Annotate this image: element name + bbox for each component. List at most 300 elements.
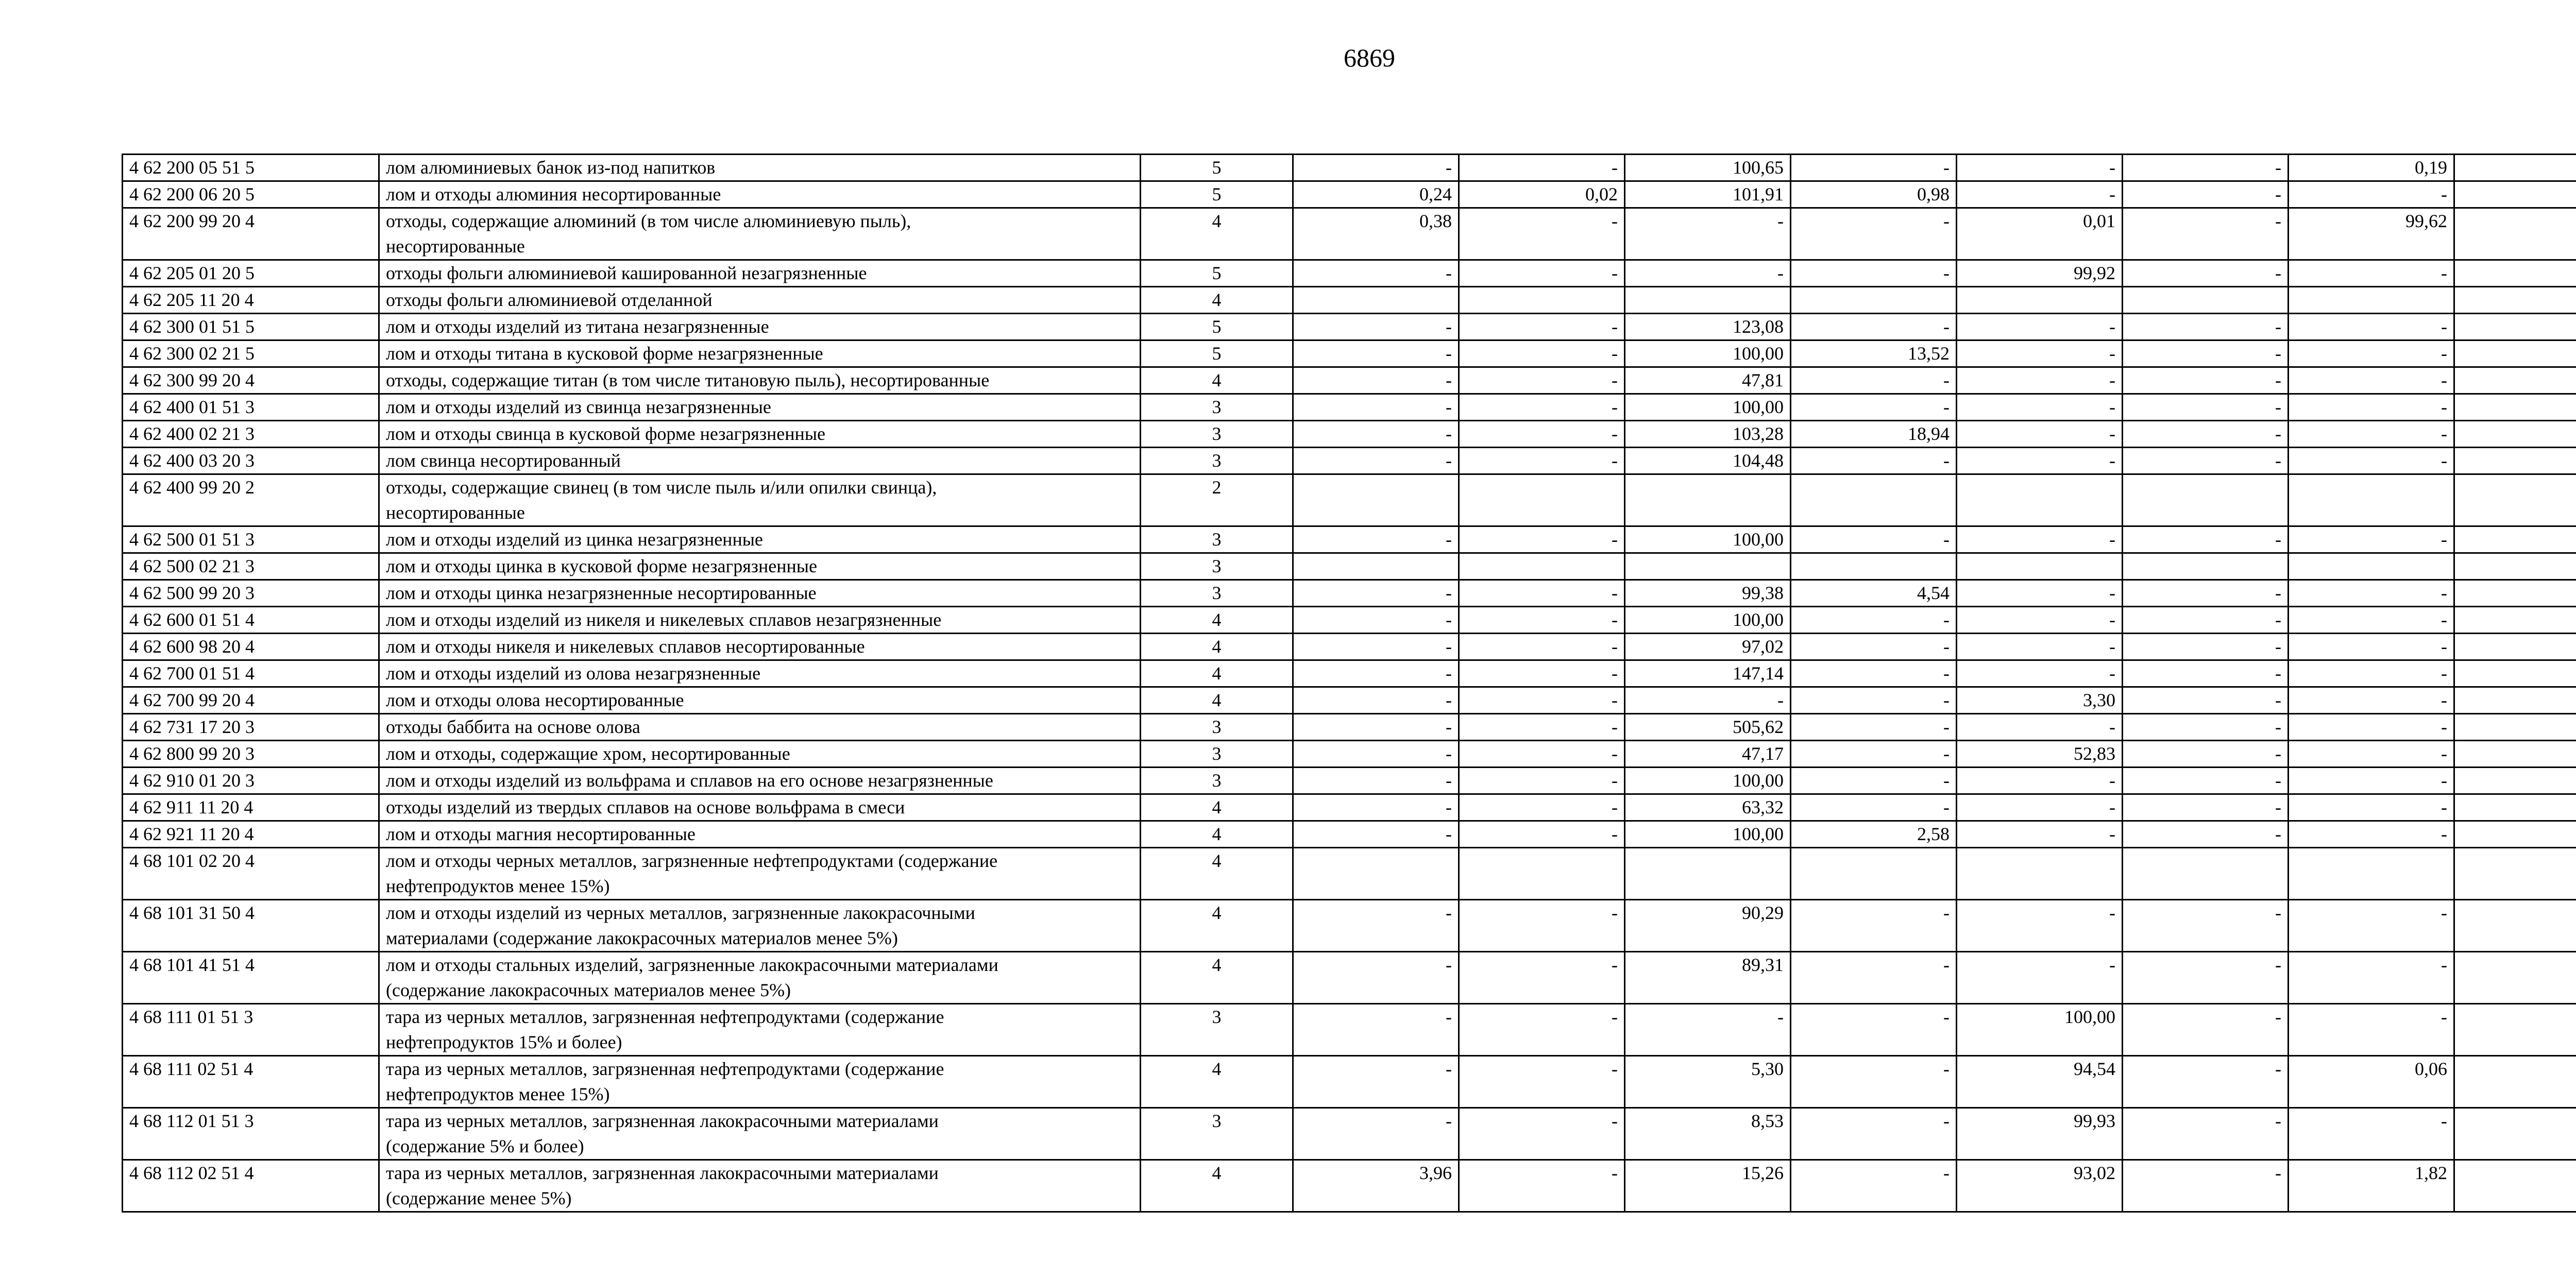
waste-code-cell: 4 62 205 01 20 5 [123, 260, 379, 287]
value-cell: - [2289, 634, 2454, 660]
hazard-class-cell: 3 [1141, 553, 1293, 580]
value-cell [2123, 848, 2289, 900]
value-cell: 0,98 [1791, 181, 1957, 208]
table-row [123, 260, 2576, 287]
value-cell [1957, 474, 2123, 526]
waste-name-cell: отходы фольги алюминиевой отделанной [379, 287, 1141, 314]
value-cell: - [1791, 1160, 1957, 1212]
value-cell [2454, 687, 2576, 714]
value-cell: - [2289, 421, 2454, 448]
value-cell: - [1293, 1004, 1459, 1056]
value-cell: - [2123, 660, 2289, 687]
value-cell [1625, 848, 1791, 900]
value-cell: - [1459, 634, 1625, 660]
value-cell: - [1293, 660, 1459, 687]
value-cell: 100,65 [1625, 155, 1791, 181]
value-cell [1791, 848, 1957, 900]
value-cell: - [1791, 1056, 1957, 1108]
value-cell: - [1791, 155, 1957, 181]
value-cell: - [1293, 580, 1459, 607]
value-cell: 99,92 [1957, 260, 2123, 287]
waste-name-cell: лом и отходы изделий из свинца незагрязненные [379, 394, 1141, 421]
table-row [123, 741, 2576, 768]
value-cell: - [2289, 1004, 2454, 1056]
value-cell: - [2289, 821, 2454, 848]
table-row [123, 952, 2576, 1004]
value-cell: 100,00 [1625, 526, 1791, 553]
table-row [123, 660, 2576, 687]
value-cell [2454, 421, 2576, 448]
waste-code-cell: 4 62 300 99 20 4 [123, 367, 379, 394]
value-cell: - [1957, 155, 2123, 181]
value-cell: 104,48 [1625, 448, 1791, 474]
value-cell: 0,19 [2289, 155, 2454, 181]
value-cell: - [1957, 794, 2123, 821]
value-cell [2454, 448, 2576, 474]
value-cell: - [1459, 794, 1625, 821]
waste-name-cell: тара из черных металлов, загрязненная нефтепродуктами (содержание нефтепродуктов менее 15%) [379, 1056, 1141, 1108]
value-cell: - [1791, 208, 1957, 260]
table-row [123, 1160, 2576, 1212]
hazard-class-cell: 5 [1141, 340, 1293, 367]
value-cell [2454, 768, 2576, 794]
waste-code-cell: 4 68 101 41 51 4 [123, 952, 379, 1004]
value-cell: - [1625, 687, 1791, 714]
value-cell: - [2289, 340, 2454, 367]
value-cell: - [2289, 794, 2454, 821]
value-cell: - [1459, 526, 1625, 553]
value-cell: - [1293, 421, 1459, 448]
value-cell [1957, 553, 2123, 580]
value-cell [2454, 660, 2576, 687]
value-cell: - [1791, 1004, 1957, 1056]
value-cell [1293, 848, 1459, 900]
value-cell: 101,91 [1625, 181, 1791, 208]
waste-name-cell: лом и отходы олова несортированные [379, 687, 1141, 714]
value-cell: - [1293, 607, 1459, 634]
value-cell: - [2123, 181, 2289, 208]
waste-name-cell: лом и отходы изделий из никеля и никелевых сплавов незагрязненные [379, 607, 1141, 634]
waste-code-cell: 4 68 112 01 51 3 [123, 1108, 379, 1160]
hazard-class-cell: 4 [1141, 848, 1293, 900]
value-cell: - [1957, 340, 2123, 367]
table-row [123, 394, 2576, 421]
waste-name-cell: лом и отходы изделий из титана незагрязненные [379, 314, 1141, 340]
value-cell: - [2289, 394, 2454, 421]
value-cell: 8,53 [1625, 1108, 1791, 1160]
table-row [123, 474, 2576, 526]
value-cell [1625, 553, 1791, 580]
value-cell: - [1293, 1056, 1459, 1108]
value-cell [2454, 1004, 2576, 1056]
hazard-class-cell: 3 [1141, 1004, 1293, 1056]
value-cell [2454, 208, 2576, 260]
value-cell: 147,14 [1625, 660, 1791, 687]
value-cell: - [1459, 900, 1625, 952]
value-cell: - [1957, 714, 2123, 741]
value-cell: - [2289, 607, 2454, 634]
value-cell [2454, 821, 2576, 848]
waste-code-cell: 4 62 911 11 20 4 [123, 794, 379, 821]
waste-name-cell: отходы баббита на основе олова [379, 714, 1141, 741]
waste-name-cell: тара из черных металлов, загрязненная лакокрасочными материалами (содержание менее 5%) [379, 1160, 1141, 1212]
table-row [123, 1108, 2576, 1160]
value-cell [2289, 848, 2454, 900]
waste-name-cell: тара из черных металлов, загрязненная нефтепродуктами (содержание нефтепродуктов 15% и более) [379, 1004, 1141, 1056]
waste-name-cell: лом и отходы цинка незагрязненные несортированные [379, 580, 1141, 607]
table-row [123, 634, 2576, 660]
value-cell: - [1791, 314, 1957, 340]
value-cell: - [2289, 1108, 2454, 1160]
value-cell [2289, 474, 2454, 526]
value-cell: - [1459, 1056, 1625, 1108]
value-cell: - [2289, 768, 2454, 794]
waste-name-cell: тара из черных металлов, загрязненная лакокрасочными материалами (содержание 5% и более) [379, 1108, 1141, 1160]
value-cell [2454, 794, 2576, 821]
value-cell: 99,62 [2289, 208, 2454, 260]
value-cell [2454, 260, 2576, 287]
value-cell: 18,94 [1791, 421, 1957, 448]
value-cell: 90,29 [1625, 900, 1791, 952]
value-cell [1293, 287, 1459, 314]
table-row [123, 821, 2576, 848]
hazard-class-cell: 3 [1141, 714, 1293, 741]
waste-code-cell: 4 62 300 02 21 5 [123, 340, 379, 367]
waste-name-cell: лом и отходы магния несортированные [379, 821, 1141, 848]
value-cell: - [1459, 155, 1625, 181]
value-cell: - [1293, 394, 1459, 421]
waste-data-table [122, 154, 2576, 1213]
table-row [123, 208, 2576, 260]
value-cell [2454, 314, 2576, 340]
value-cell [1791, 474, 1957, 526]
waste-code-cell: 4 62 200 05 51 5 [123, 155, 379, 181]
value-cell [2454, 1056, 2576, 1108]
table-row [123, 900, 2576, 952]
value-cell: - [2123, 1108, 2289, 1160]
value-cell [1293, 474, 1459, 526]
table-row [123, 287, 2576, 314]
value-cell [2454, 607, 2576, 634]
value-cell: - [1957, 821, 2123, 848]
waste-name-cell: лом и отходы титана в кусковой форме незагрязненные [379, 340, 1141, 367]
value-cell: 0,02 [1459, 181, 1625, 208]
value-cell [2454, 155, 2576, 181]
value-cell [2289, 553, 2454, 580]
hazard-class-cell: 4 [1141, 1160, 1293, 1212]
hazard-class-cell: 3 [1141, 526, 1293, 553]
value-cell: - [2289, 900, 2454, 952]
page-number: 6869 [1344, 43, 1395, 72]
value-cell: 89,31 [1625, 952, 1791, 1004]
table-row [123, 1004, 2576, 1056]
value-cell: - [1957, 768, 2123, 794]
waste-code-cell: 4 62 600 98 20 4 [123, 634, 379, 660]
table-row [123, 768, 2576, 794]
value-cell: - [2123, 768, 2289, 794]
value-cell: - [1459, 1004, 1625, 1056]
hazard-class-cell: 3 [1141, 1108, 1293, 1160]
table-row [123, 580, 2576, 607]
waste-name-cell: лом и отходы цинка в кусковой форме незагрязненные [379, 553, 1141, 580]
value-cell: - [2123, 607, 2289, 634]
waste-code-cell: 4 62 300 01 51 5 [123, 314, 379, 340]
value-cell: - [1293, 794, 1459, 821]
waste-name-cell: лом и отходы никеля и никелевых сплавов несортированные [379, 634, 1141, 660]
value-cell: - [1791, 394, 1957, 421]
value-cell: - [2289, 314, 2454, 340]
value-cell: - [1791, 448, 1957, 474]
value-cell: 52,83 [1957, 741, 2123, 768]
value-cell: - [2289, 181, 2454, 208]
value-cell: - [2123, 208, 2289, 260]
value-cell: - [2123, 155, 2289, 181]
value-cell: 47,17 [1625, 741, 1791, 768]
waste-code-cell: 4 62 700 01 51 4 [123, 660, 379, 687]
table-row [123, 848, 2576, 900]
value-cell: - [1293, 448, 1459, 474]
value-cell: - [2123, 526, 2289, 553]
waste-code-cell: 4 62 700 99 20 4 [123, 687, 379, 714]
value-cell [2289, 287, 2454, 314]
value-cell: - [1459, 580, 1625, 607]
waste-code-cell: 4 68 112 02 51 4 [123, 1160, 379, 1212]
value-cell [1625, 287, 1791, 314]
value-cell: 123,08 [1625, 314, 1791, 340]
value-cell [2454, 634, 2576, 660]
waste-code-cell: 4 62 800 99 20 3 [123, 741, 379, 768]
table-row [123, 607, 2576, 634]
waste-code-cell: 4 62 921 11 20 4 [123, 821, 379, 848]
hazard-class-cell: 4 [1141, 952, 1293, 1004]
value-cell: - [2123, 340, 2289, 367]
waste-name-cell: лом и отходы свинца в кусковой форме незагрязненные [379, 421, 1141, 448]
value-cell: - [1293, 900, 1459, 952]
value-cell: - [1791, 526, 1957, 553]
value-cell: - [1293, 340, 1459, 367]
value-cell: - [2289, 741, 2454, 768]
value-cell: - [1791, 900, 1957, 952]
hazard-class-cell: 3 [1141, 741, 1293, 768]
value-cell: - [1791, 660, 1957, 687]
value-cell: - [2123, 260, 2289, 287]
value-cell [2454, 848, 2576, 900]
hazard-class-cell: 4 [1141, 900, 1293, 952]
value-cell [2454, 952, 2576, 1004]
value-cell: 0,01 [1957, 208, 2123, 260]
waste-code-cell: 4 62 400 99 20 2 [123, 474, 379, 526]
value-cell: - [1791, 768, 1957, 794]
waste-name-cell: лом и отходы черных металлов, загрязненные нефтепродуктами (содержание нефтепродуктов менее 15%) [379, 848, 1141, 900]
hazard-class-cell: 4 [1141, 634, 1293, 660]
value-cell: - [1957, 367, 2123, 394]
value-cell: - [1459, 660, 1625, 687]
table-row [123, 553, 2576, 580]
waste-name-cell: лом алюминиевых банок из-под напитков [379, 155, 1141, 181]
table-row [123, 714, 2576, 741]
hazard-class-cell: 4 [1141, 794, 1293, 821]
waste-name-cell: лом свинца несортированный [379, 448, 1141, 474]
value-cell: 99,38 [1625, 580, 1791, 607]
value-cell: - [2123, 314, 2289, 340]
hazard-class-cell: 3 [1141, 580, 1293, 607]
table-row [123, 1056, 2576, 1108]
value-cell: - [2289, 448, 2454, 474]
value-cell: - [2289, 367, 2454, 394]
value-cell: 4,54 [1791, 580, 1957, 607]
table-row [123, 181, 2576, 208]
value-cell: - [1957, 181, 2123, 208]
waste-name-cell: лом и отходы алюминия несортированные [379, 181, 1141, 208]
waste-code-cell: 4 62 500 99 20 3 [123, 580, 379, 607]
value-cell [1459, 287, 1625, 314]
value-cell: - [1293, 634, 1459, 660]
waste-name-cell: отходы, содержащие свинец (в том числе пыль и/или опилки свинца), несортированные [379, 474, 1141, 526]
table-row [123, 526, 2576, 553]
hazard-class-cell: 3 [1141, 421, 1293, 448]
waste-code-cell: 4 62 731 17 20 3 [123, 714, 379, 741]
hazard-class-cell: 4 [1141, 287, 1293, 314]
value-cell: - [1625, 1004, 1791, 1056]
waste-code-cell: 4 62 400 01 51 3 [123, 394, 379, 421]
value-cell: 103,28 [1625, 421, 1791, 448]
value-cell: 93,02 [1957, 1160, 2123, 1212]
value-cell: - [2289, 714, 2454, 741]
value-cell: - [2123, 794, 2289, 821]
value-cell: 0,38 [1293, 208, 1459, 260]
table-body [123, 155, 2576, 1212]
value-cell: - [1459, 741, 1625, 768]
value-cell: - [1791, 607, 1957, 634]
value-cell: - [1791, 741, 1957, 768]
waste-name-cell: отходы, содержащие алюминий (в том числе алюминиевую пыль), несортированные [379, 208, 1141, 260]
value-cell: 3,30 [1957, 687, 2123, 714]
value-cell: - [2123, 367, 2289, 394]
value-cell: 100,00 [1625, 394, 1791, 421]
hazard-class-cell: 4 [1141, 607, 1293, 634]
value-cell: 13,52 [1791, 340, 1957, 367]
value-cell [2454, 900, 2576, 952]
value-cell: 3,96 [1293, 1160, 1459, 1212]
waste-code-cell: 4 68 101 02 20 4 [123, 848, 379, 900]
value-cell [1459, 474, 1625, 526]
value-cell [1293, 553, 1459, 580]
value-cell: 505,62 [1625, 714, 1791, 741]
waste-code-cell: 4 68 101 31 50 4 [123, 900, 379, 952]
waste-code-cell: 4 62 400 03 20 3 [123, 448, 379, 474]
waste-name-cell: лом и отходы изделий из вольфрама и сплавов на его основе незагрязненные [379, 768, 1141, 794]
hazard-class-cell: 3 [1141, 394, 1293, 421]
value-cell: - [2123, 421, 2289, 448]
value-cell [1791, 553, 1957, 580]
value-cell: - [2123, 821, 2289, 848]
value-cell: - [1293, 741, 1459, 768]
value-cell: - [1459, 208, 1625, 260]
table-row [123, 794, 2576, 821]
value-cell: - [2123, 741, 2289, 768]
waste-name-cell: отходы, содержащие титан (в том числе титановую пыль), несортированные [379, 367, 1141, 394]
hazard-class-cell: 4 [1141, 208, 1293, 260]
value-cell: - [2123, 687, 2289, 714]
value-cell: - [1459, 260, 1625, 287]
value-cell [1957, 848, 2123, 900]
value-cell: 0,06 [2289, 1056, 2454, 1108]
value-cell [2454, 1160, 2576, 1212]
value-cell [1791, 287, 1957, 314]
value-cell: - [1459, 768, 1625, 794]
value-cell: - [1459, 687, 1625, 714]
waste-code-cell: 4 62 500 01 51 3 [123, 526, 379, 553]
value-cell: - [2123, 714, 2289, 741]
value-cell: - [1459, 952, 1625, 1004]
value-cell [2123, 474, 2289, 526]
value-cell: - [1459, 340, 1625, 367]
value-cell [2123, 553, 2289, 580]
value-cell: - [2123, 580, 2289, 607]
value-cell: - [2123, 634, 2289, 660]
hazard-class-cell: 4 [1141, 687, 1293, 714]
value-cell: - [2123, 394, 2289, 421]
value-cell: 100,00 [1625, 340, 1791, 367]
value-cell [1625, 474, 1791, 526]
value-cell: 100,00 [1957, 1004, 2123, 1056]
value-cell: - [1791, 714, 1957, 741]
value-cell: - [1293, 367, 1459, 394]
hazard-class-cell: 5 [1141, 181, 1293, 208]
value-cell: - [1459, 1108, 1625, 1160]
value-cell: 2,58 [1791, 821, 1957, 848]
value-cell: - [1293, 314, 1459, 340]
value-cell: - [1459, 1160, 1625, 1212]
value-cell: - [2289, 660, 2454, 687]
value-cell: - [2289, 260, 2454, 287]
value-cell [2454, 553, 2576, 580]
value-cell: - [1459, 314, 1625, 340]
hazard-class-cell: 4 [1141, 660, 1293, 687]
value-cell [1459, 848, 1625, 900]
value-cell: - [1957, 900, 2123, 952]
hazard-class-cell: 4 [1141, 367, 1293, 394]
value-cell: 97,02 [1625, 634, 1791, 660]
value-cell: - [1459, 607, 1625, 634]
hazard-class-cell: 5 [1141, 155, 1293, 181]
table-row [123, 367, 2576, 394]
value-cell: - [2123, 1056, 2289, 1108]
value-cell: - [1293, 260, 1459, 287]
value-cell: - [2123, 1004, 2289, 1056]
value-cell: - [2289, 952, 2454, 1004]
value-cell: - [2123, 448, 2289, 474]
value-cell [2454, 394, 2576, 421]
table-row [123, 687, 2576, 714]
value-cell: - [1293, 1108, 1459, 1160]
value-cell: - [2289, 580, 2454, 607]
value-cell: - [1957, 421, 2123, 448]
value-cell: - [1459, 714, 1625, 741]
value-cell [2454, 580, 2576, 607]
value-cell: - [2289, 687, 2454, 714]
table-row [123, 314, 2576, 340]
value-cell: - [1625, 208, 1791, 260]
value-cell: - [1791, 260, 1957, 287]
value-cell: - [1957, 448, 2123, 474]
value-cell: - [1957, 394, 2123, 421]
value-cell: 1,82 [2289, 1160, 2454, 1212]
value-cell: - [1957, 580, 2123, 607]
value-cell [2454, 340, 2576, 367]
value-cell: - [1957, 634, 2123, 660]
value-cell: - [1293, 687, 1459, 714]
